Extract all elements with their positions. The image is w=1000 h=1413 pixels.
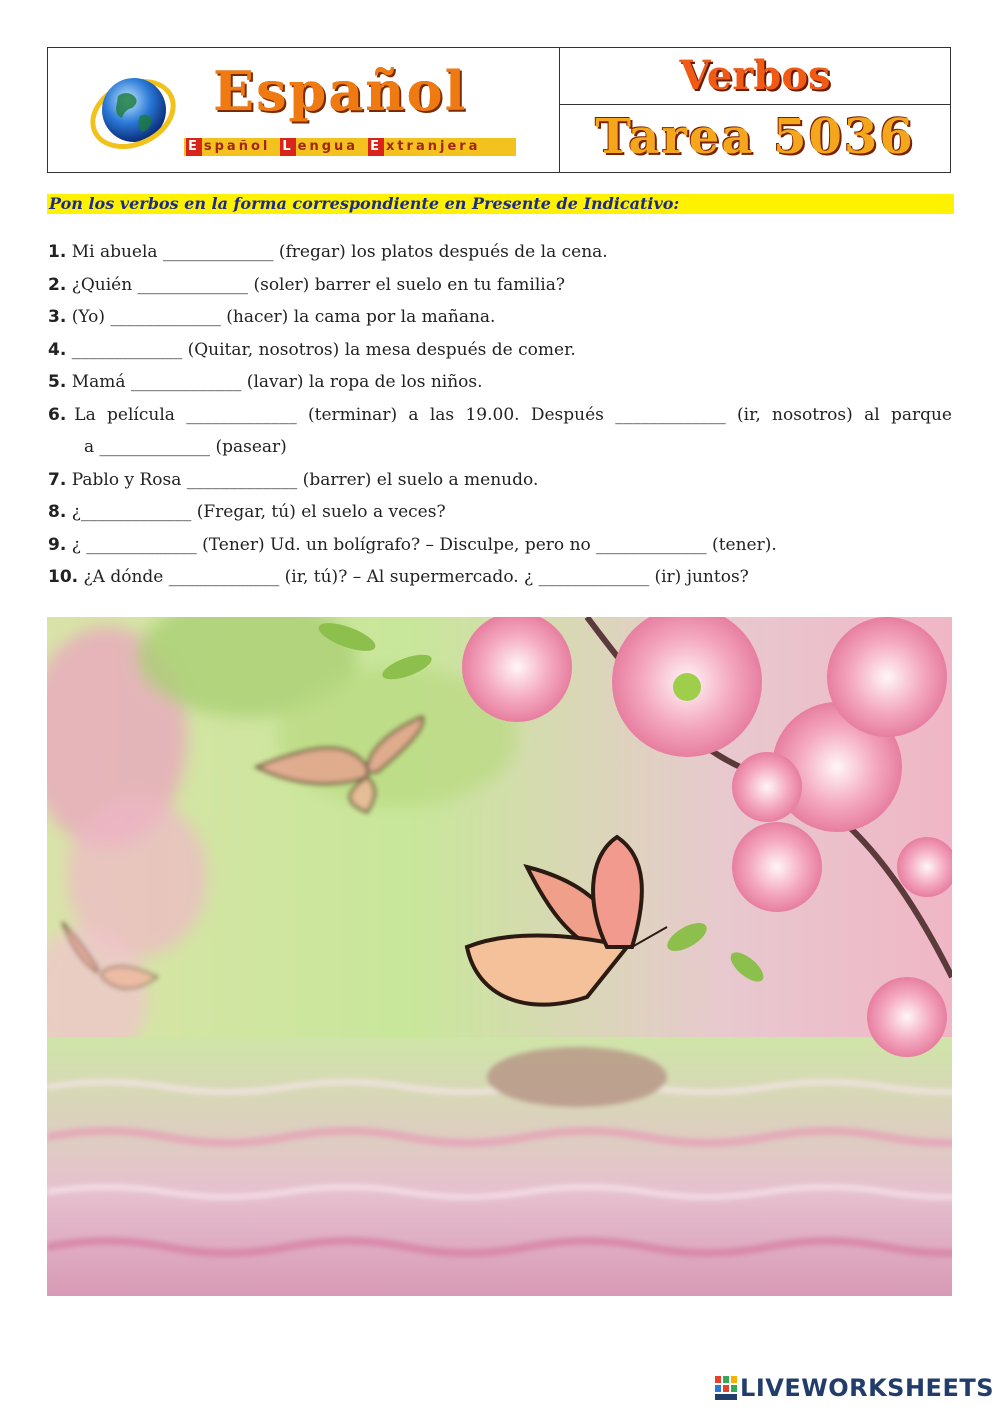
exercise-item bbox=[48, 334, 952, 367]
subtitle-word: engua bbox=[297, 139, 359, 154]
exercise-list bbox=[48, 236, 952, 594]
exercise-item bbox=[48, 269, 952, 302]
instruction-text: Pon los verbos en la forma correspondiente en Presente de Indicativo: bbox=[47, 194, 954, 214]
exercise-number: 10. bbox=[48, 567, 79, 587]
exercise-number: 5. bbox=[48, 372, 67, 392]
exercise-text: Pablo y Rosa _____________ (barrer) el suelo a menudo. bbox=[71, 469, 539, 490]
exercise-text: (Yo) _____________ (hacer) la cama por la mañana. bbox=[71, 307, 496, 327]
subtitle-word: spañol bbox=[203, 139, 271, 154]
exercise-number: 8. bbox=[48, 502, 67, 522]
liveworksheets-brand: LIVEWORKSHEETS bbox=[740, 1374, 994, 1402]
liveworksheets-footer bbox=[715, 1373, 994, 1403]
exercise-item bbox=[48, 236, 952, 269]
exercise-item bbox=[48, 464, 952, 497]
exercise-number: 1. bbox=[48, 242, 67, 262]
exercise-text: _____________ (Quitar, nosotros) la mesa después de comer. bbox=[71, 339, 576, 360]
exercise-text: ¿Quién _____________ (soler) barrer el suelo en tu familia? bbox=[71, 274, 565, 295]
subtitle-initial: E bbox=[188, 139, 200, 154]
exercise-number: 9. bbox=[48, 534, 67, 555]
exercise-item bbox=[48, 399, 952, 432]
brand-subtitle bbox=[184, 138, 516, 156]
liveworksheets-logo-icon bbox=[715, 1376, 737, 1400]
exercise-number: 3. bbox=[48, 307, 67, 327]
exercise-text: ¿A dónde _____________ (ir, tú)? – Al supermercado. ¿ _____________ (ir) juntos? bbox=[83, 567, 749, 587]
worksheet-topic: Verbos bbox=[679, 52, 831, 99]
exercise-continuation: a _____________ (pasear) bbox=[84, 437, 287, 457]
exercise-number: 4. bbox=[48, 339, 67, 360]
worksheet-task-number: Tarea 5036 bbox=[595, 109, 915, 165]
exercise-text: La película _____________ (terminar) a las 19.00. Después _____________ (ir, nosotros) al parque bbox=[74, 404, 952, 425]
exercise-number: 6. bbox=[48, 404, 67, 425]
subtitle-word: xtranjera bbox=[385, 139, 481, 154]
exercise-text: Mi abuela _____________ (fregar) los platos después de la cena. bbox=[71, 242, 608, 262]
exercise-text: Mamá _____________ (lavar) la ropa de los niños. bbox=[71, 372, 483, 392]
exercise-item bbox=[48, 366, 952, 399]
globe-logo-icon bbox=[88, 66, 178, 156]
exercise-text: ¿ _____________ (Tener) Ud. un bolígrafo? – Disculpe, pero no _____________ (tener). bbox=[71, 534, 777, 555]
subtitle-initial: E bbox=[370, 139, 382, 154]
worksheet-header bbox=[47, 47, 951, 173]
butterflies-blossom-picture bbox=[47, 617, 952, 1296]
exercise-item bbox=[48, 301, 952, 334]
exercise-number: 7. bbox=[48, 469, 67, 490]
exercise-text: ¿_____________ (Fregar, tú) el suelo a veces? bbox=[71, 502, 446, 522]
exercise-item bbox=[48, 561, 952, 594]
subtitle-initial: L bbox=[282, 139, 294, 154]
exercise-item bbox=[48, 496, 952, 529]
brand-title: Español bbox=[213, 59, 468, 123]
exercise-item bbox=[48, 529, 952, 562]
exercise-number: 2. bbox=[48, 274, 67, 295]
